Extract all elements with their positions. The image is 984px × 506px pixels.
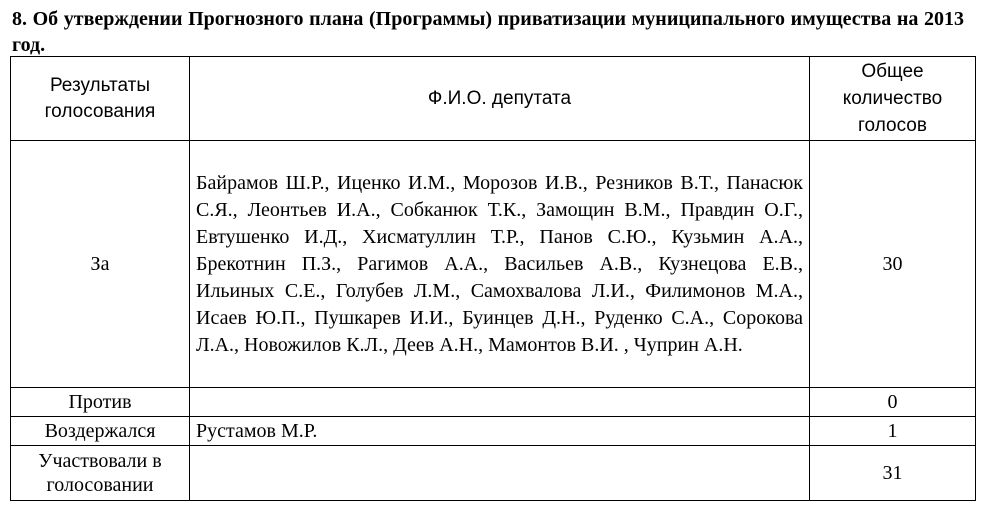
row-result-label: Против [11,388,190,417]
row-result-label: Участвовали в голосовании [11,446,190,501]
header-count: Общее количество голосов [810,57,976,141]
voting-results-table [10,56,976,501]
table-row-against [11,388,976,417]
table-row-participated [11,446,976,501]
row-vote-count: 30 [810,141,976,388]
row-deputy-names: Байрамов Ш.Р., Иценко И.М., Морозов И.В., Резников В.Т., Панасюк С.Я., Леонтьев И.А., Собканюк Т.К., Замощин В.М., Правдин О.Г., Евтушенко И.Д., Хисматуллин Т.Р., Панов С.Ю., Кузьмин А.А., Брекотнин П.З., Рагимов А.А., Васильев А.В., Кузнецова Е.В., Ильиных С.Е., Голубев Л.М., Самохвалова Л.И., Филимонов М.А., Исаев Ю.П., Пушкарев И.И., Буинцев Д.Н., Руденко С.А., Сорокова Л.А., Новожилов К.Л., Деев А.Н., Мамонтов В.И. , Чуприн А.Н. [190,141,810,388]
section-heading: 8. Об утверждении Прогнозного плана (Программы) приватизации муниципального имущества на 2013 год. [12,8,964,56]
header-result: Результаты голосования [11,57,190,141]
table-row-for [11,141,976,388]
row-vote-count: 31 [810,446,976,501]
row-result-label: За [11,141,190,388]
row-result-label: Воздержался [11,417,190,446]
row-deputy-names [190,446,810,501]
row-vote-count: 0 [810,388,976,417]
row-vote-count: 1 [810,417,976,446]
table-header-row [11,57,976,141]
header-names: Ф.И.О. депутата [190,57,810,141]
row-deputy-names: Рустамов М.Р. [190,417,810,446]
row-deputy-names [190,388,810,417]
table-row-abstained [11,417,976,446]
